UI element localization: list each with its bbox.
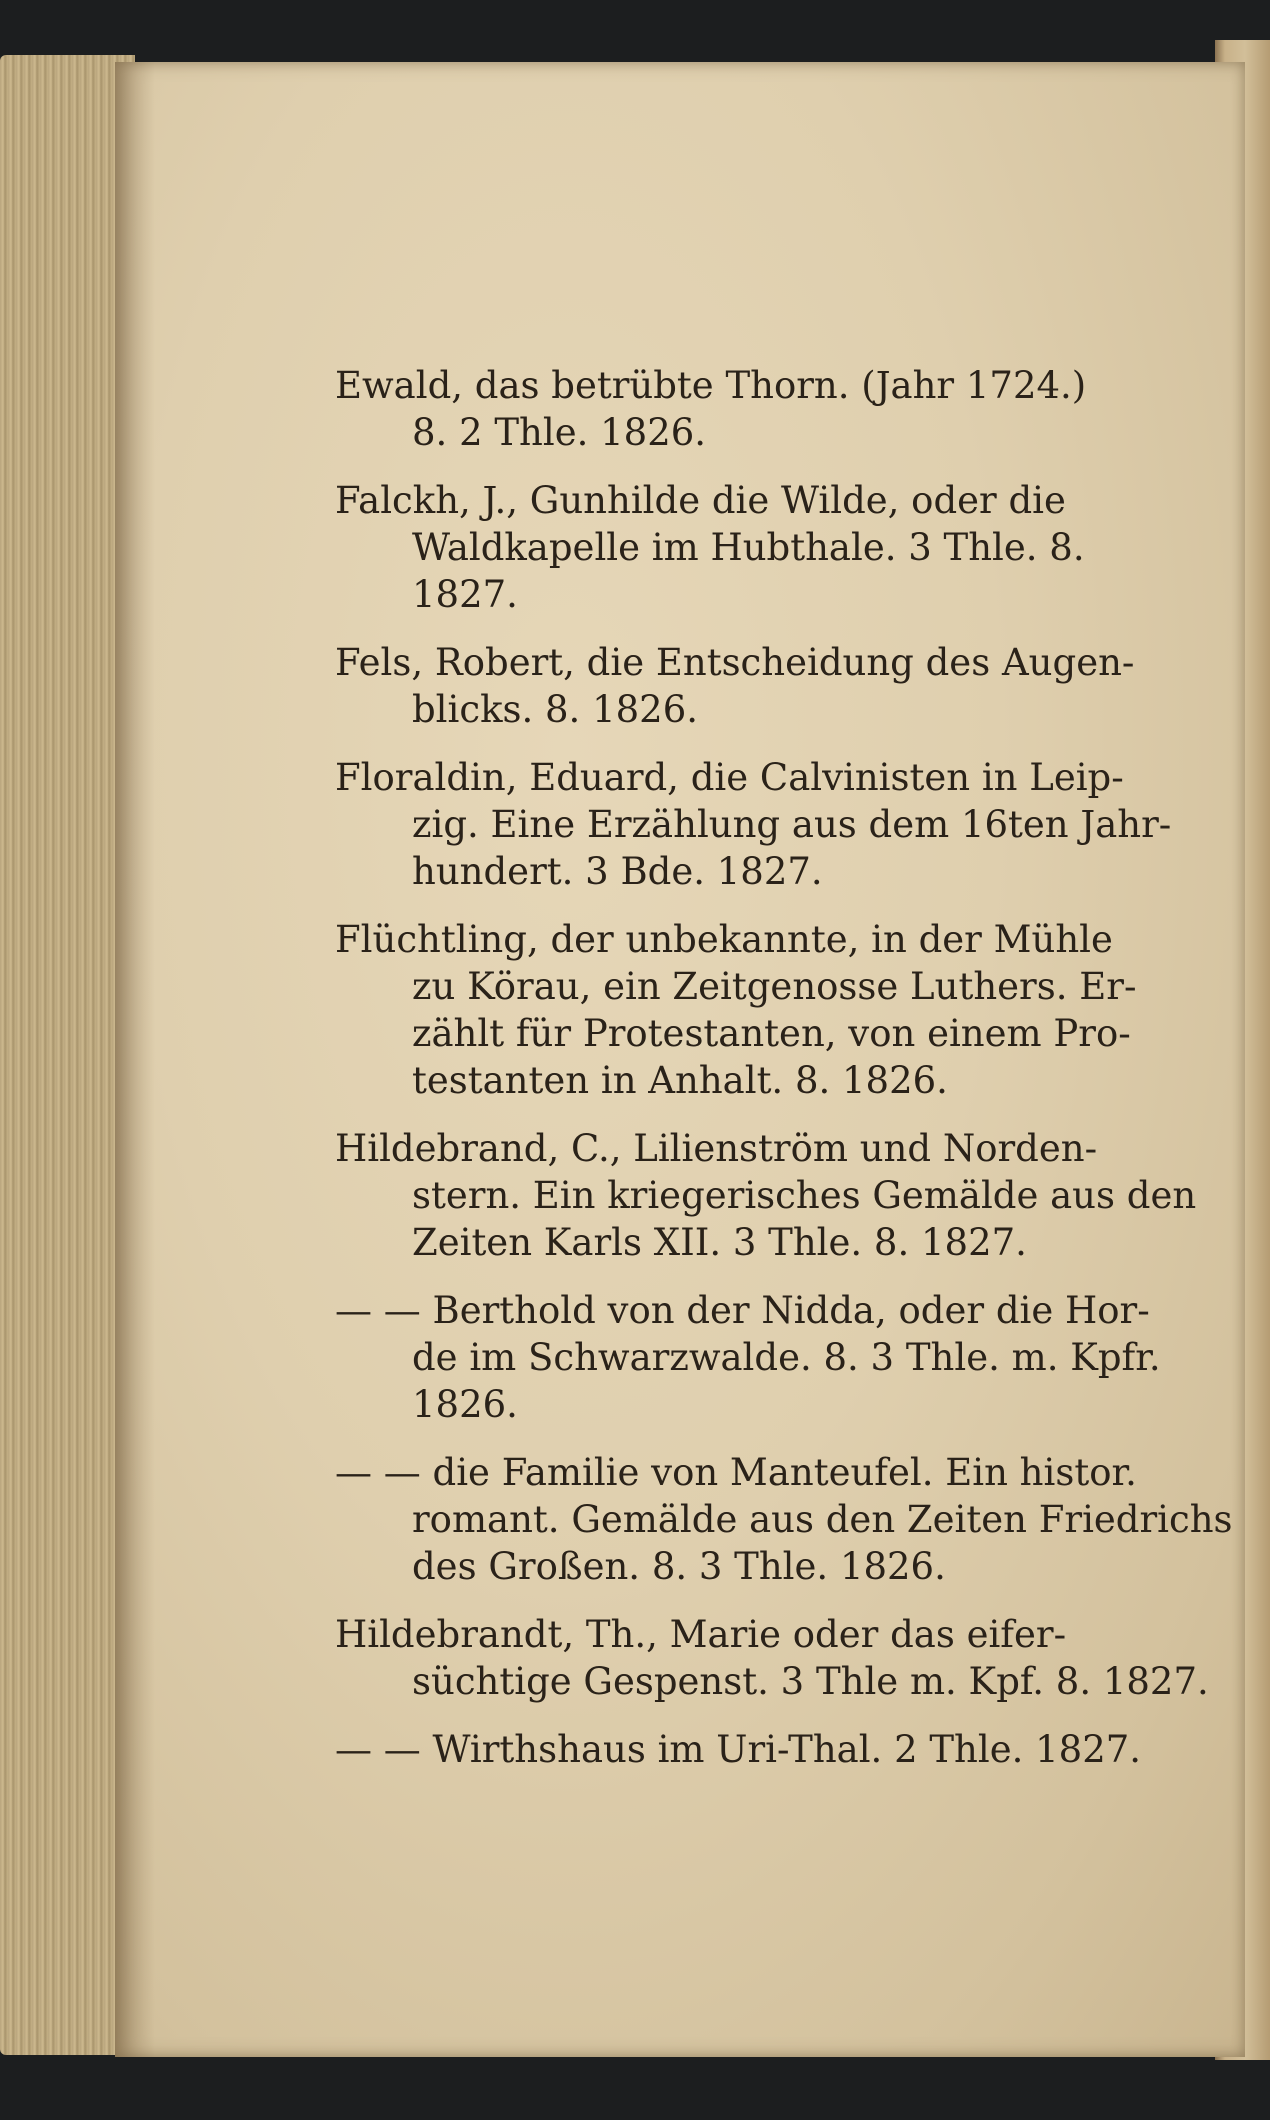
- entry-line: Zeiten Karls XII. 3 Thle. 8. 1827.: [412, 1221, 1027, 1264]
- entry-line: Flüchtling, der unbekannte, in der Mühle: [335, 918, 1113, 961]
- entry-line: Falckh, J., Gunhilde die Wilde, oder die: [335, 479, 1066, 522]
- entry-line: testanten in Anhalt. 8. 1826.: [412, 1059, 948, 1102]
- entry-line: Hildebrandt, Th., Marie oder das eifer-: [335, 1613, 1067, 1656]
- catalog-entry: [335, 1611, 1235, 1705]
- page-gutter-shadow: [115, 62, 155, 2057]
- entry-line: — — die Familie von Manteufel. Ein histor.: [335, 1451, 1137, 1494]
- entry-line: stern. Ein kriegerisches Gemälde aus den: [412, 1174, 1197, 1217]
- book-page: [115, 62, 1245, 2057]
- catalog-entry: [335, 477, 1235, 618]
- entry-line: Waldkapelle im Hubthale. 3 Thle. 8.: [412, 526, 1085, 569]
- catalog-entry: [335, 916, 1235, 1104]
- entry-line: des Großen. 8. 3 Thle. 1826.: [412, 1545, 946, 1588]
- entry-line: Fels, Robert, die Entscheidung des Augen-: [335, 641, 1135, 684]
- catalog-entry: [335, 1287, 1235, 1428]
- catalog-entry: [335, 1449, 1235, 1590]
- catalog-entry: [335, 639, 1235, 733]
- entry-line: Floraldin, Eduard, die Calvinisten in Leip-: [335, 756, 1124, 799]
- catalog-entry: [335, 362, 1235, 456]
- entry-line: zig. Eine Erzählung aus dem 16ten Jahr-: [412, 803, 1172, 846]
- entry-line: Ewald, das betrübte Thorn. (Jahr 1724.): [335, 364, 1087, 407]
- entry-line: — — Wirthshaus im Uri-Thal. 2 Thle. 1827.: [335, 1728, 1142, 1771]
- entry-line: Hildebrand, C., Lilienström und Norden-: [335, 1127, 1098, 1170]
- catalog-entry: [335, 1726, 1235, 1773]
- entry-line: 8. 2 Thle. 1826.: [412, 411, 707, 454]
- entry-line: hundert. 3 Bde. 1827.: [412, 850, 823, 893]
- entry-line: — — Berthold von der Nidda, oder die Hor-: [335, 1289, 1150, 1332]
- entry-line: süchtige Gespenst. 3 Thle m. Kpf. 8. 1827.: [412, 1660, 1209, 1703]
- entry-line: blicks. 8. 1826.: [412, 688, 698, 731]
- entry-line: zu Körau, ein Zeitgenosse Luthers. Er-: [412, 965, 1137, 1008]
- catalog-entries: [335, 362, 1235, 1794]
- entry-line: 1826.: [412, 1383, 518, 1426]
- entry-line: de im Schwarzwalde. 8. 3 Thle. m. Kpfr.: [412, 1336, 1161, 1379]
- entry-line: romant. Gemälde aus den Zeiten Friedrichs: [412, 1498, 1233, 1541]
- entry-line: zählt für Protestanten, von einem Pro-: [412, 1012, 1131, 1055]
- entry-line: 1827.: [412, 573, 518, 616]
- catalog-entry: [335, 754, 1235, 895]
- catalog-entry: [335, 1125, 1235, 1266]
